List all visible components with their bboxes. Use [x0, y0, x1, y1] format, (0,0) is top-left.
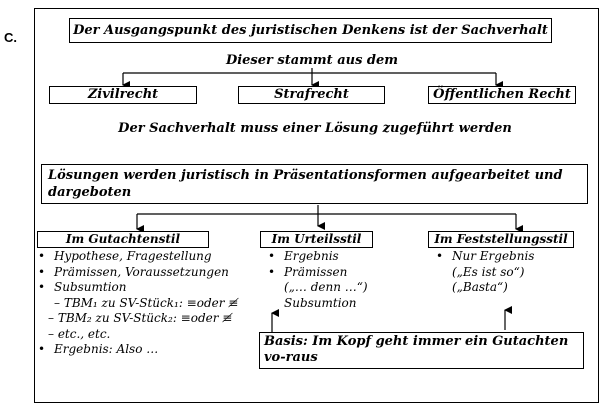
box-gutachtenstil [37, 231, 209, 248]
title-text: Der Ausgangspunkt des juristischen Denkens ist der Sachverhalt [73, 23, 548, 38]
gutachten-list [34, 249, 264, 358]
gutachtenstil-heading: Im Gutachtenstil [65, 232, 181, 246]
stammt-text: Dieser stammt aus dem [225, 53, 399, 68]
list-item: • Hypothese, Fragestellung [34, 249, 264, 265]
oeffentliches-recht-label: Öffentlichen Recht [433, 87, 571, 102]
list-item: – etc., etc. [48, 326, 111, 341]
list-item: • Ergebnis: Also … [34, 342, 264, 358]
box-feststellungsstil [428, 231, 574, 248]
list-item: („Es ist so“) [452, 264, 525, 279]
zivilrecht-label: Zivilrecht [87, 87, 159, 102]
list-item: • Ergebnis [264, 249, 394, 265]
list-item: • Prämissen [264, 265, 394, 281]
list-item: • Prämissen, Voraussetzungen [34, 265, 264, 281]
box-zivilrecht [49, 86, 197, 104]
basis-box [259, 332, 584, 369]
loesung-text: Der Sachverhalt muss einer Lösung zugeführt werden [118, 121, 512, 136]
urteil-list [264, 249, 394, 311]
strafrecht-label: Strafrecht [274, 87, 349, 102]
list-item: • Subsumtion [34, 280, 264, 296]
praesentation-box [41, 164, 588, 204]
basis-text: Basis: Im Kopf geht immer ein Gutachten vo-raus [264, 334, 569, 365]
box-oeffentliches-recht [428, 86, 576, 104]
box-strafrecht [238, 86, 385, 104]
urteilsstil-heading: Im Urteilsstil [271, 232, 362, 246]
feststellung-list [432, 249, 582, 296]
section-label: C. [4, 30, 17, 45]
title-box [69, 18, 552, 43]
list-item: („… denn …“) [284, 280, 368, 294]
box-urteilsstil [260, 231, 373, 248]
list-item: – TBM₁ zu SV-Stück₁: ≡oder ≢ [54, 295, 239, 310]
list-item: • Nur Ergebnis [432, 249, 582, 265]
praesentation-text: Lösungen werden juristisch in Präsentationsformen aufgearbeitet und dargeboten [48, 168, 563, 200]
list-item: – TBM₂ zu SV-Stück₂: ≡oder ≢ [48, 311, 233, 325]
feststellungsstil-heading: Im Feststellungsstil [434, 232, 568, 246]
list-item: Subsumtion [284, 295, 357, 310]
list-item: („Basta“) [452, 280, 508, 294]
